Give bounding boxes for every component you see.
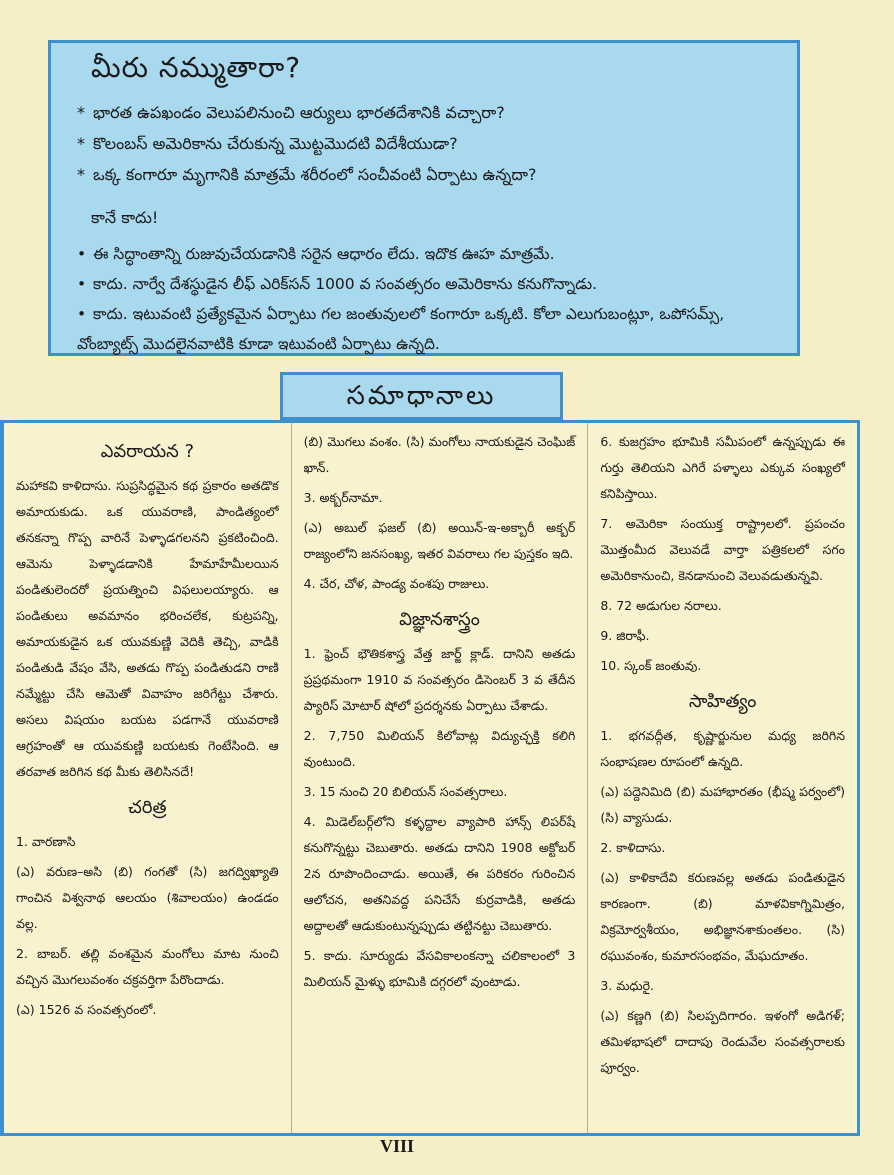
answer-paragraph: 4. మిడెల్‌బర్గ్‌లోని కళ్ళద్దాల వ్యాపారి హాన్స్ లిపర్‌షే కనుగొన్నట్టు చెబుతారు. అతడు దానిని 1908 అక్టోబర్ 2న రూపొందించాడు. అయితే, ఈ పరికరం గురించిన ఆలోచన, అతనివద్ద పనిచేసే కుర్రవాడికి, అతడు అద్దాలతో ఆడుకుంటున్నప్పుడు తట్టినట్టు చెబుతారు. xyxy=(303,814,576,933)
answer-paragraph: (బి) మొగలు వంశం. (సి) మంగోలు నాయకుడైన చెంఘిజ్ ఖాన్. xyxy=(303,434,576,475)
answer-paragraph: (ఎ) కాళికాదేవి కరుణవల్ల అతడు పండితుడైన కారణంగా. (బి) మాళవికాగ్నిమిత్రం, విక్రమోర్వశీయం, అభిజ్ఞానశాకుంతలం. (సి) రఘువంశం, కుమారసంభవం, మేఘదూతం. xyxy=(600,870,845,963)
bullet-icon: * xyxy=(77,165,85,184)
answer-paragraph: 2. కాళిదాసు. xyxy=(600,840,666,855)
subsection-heading: సాహిత్యం xyxy=(688,691,757,712)
answer-paragraph: 5. కాదు. సూర్యుడు వేసవికాలంకన్నా చలికాలంలో 3 మిలియన్ మైళ్ళు భూమికి దగ్గరలో వుంటాడు. xyxy=(303,948,576,989)
bullet-icon: • xyxy=(77,245,87,263)
subsection-heading: చరిత్ర xyxy=(128,797,167,818)
answer-text: ఈ సిద్ధాంతాన్ని రుజువుచేయడానికి సరైన ఆధారం లేదు. ఇదొక ఊహ మాత్రమే. xyxy=(93,245,555,263)
answer-paragraph: (ఎ) 1526 వ సంవత్సరంలో. xyxy=(16,1002,157,1017)
answer-paragraph: 3. 15 నుంచి 20 బిలియన్ సంవత్సరాలు. xyxy=(303,784,508,799)
answer-paragraph: 1. ఫ్రెంచ్ భౌతికశాస్త్ర వేత్త జార్జ్ క్లాడ్. దానిని అతడు ప్రప్రథమంగా 1910 వ సంవత్సరం డిసెంబర్ 3 వ తేదీన ప్యారిస్ మోటార్ షోలో ప్రదర్శనకు ఏర్పాటు చేశాడు. xyxy=(303,646,576,713)
section-title: సమాధానాలు xyxy=(280,372,563,420)
answer-paragraph: 2. 7,750 మిలియన్ కిలోవాట్ల విద్యుచ్ఛక్తి కలిగి వుంటుంది. xyxy=(303,728,576,769)
answer-paragraph: 3. అక్బర్‌నామా. xyxy=(303,490,383,505)
column-1 xyxy=(4,423,291,1133)
answer-item xyxy=(77,239,771,269)
column-3 xyxy=(587,423,857,1133)
question-item xyxy=(77,97,771,128)
quiz-title: మీరు నమ్ముతారా? xyxy=(91,51,302,84)
subsection-heading: విజ్ఞానశాస్త్రం xyxy=(399,609,480,630)
answer-paragraph: (ఎ) పద్దెనిమిది (బి) మహాభారతం (భీష్మ పర్వంలో) (సి) వ్యాసుడు. xyxy=(600,784,845,825)
answer-paragraph: 3. మధురై. xyxy=(600,978,654,993)
answers-section xyxy=(0,420,860,1136)
answers-heading: కానే కాదు! xyxy=(91,208,159,227)
bullet-icon: • xyxy=(77,305,87,323)
question-item xyxy=(77,159,771,190)
page-number: VIII xyxy=(380,1136,415,1156)
question-item xyxy=(77,128,771,159)
answer-paragraph: మహాకవి కాళిదాసు. సుప్రసిద్ధమైన కథ ప్రకారం అతడొక అమాయకుడు. ఒక యువరాణి, పాండిత్యంలో తనకన్నా గొప్ప వారినే పెళ్ళాడగలనని ప్రకటించింది. ఆమెను పెళ్ళాడడానికి హేమాహేమీలయిన పండితులెందరో ప్రయత్నించి విఫలులయ్యారు. ఆ పండితులు అవమానం భరించలేక, కుట్రపన్ని, అమాయకుడైన ఒక యువకుణ్ణి వెదికి తెచ్చి, వాడికి పండితుడి వేషం వేసి, అతడు గొప్ప పండితుడని రాణి నమ్మేట్టు చేసి ఆమెతో వివాహం జరిగేట్టు చేశారు. అసలు విషయం బయట పడగానే యువరాణి ఆగ్రహంతో ఆ యువకుణ్ణి బయటకు గెంటేసింది. ఆ తరవాత జరిగిన కథ మీకు తెలిసినదే! xyxy=(16,478,279,779)
question-text: కొలంబస్ అమెరికాను చేరుకున్న మొట్టమొదటి విదేశీయుడా? xyxy=(93,134,458,153)
answer-paragraph: 10. స్కంక్ జంతువు. xyxy=(600,658,702,673)
answer-paragraph: 4. చేర, చోళ, పాండ్య వంశపు రాజులు. xyxy=(303,576,490,591)
answer-paragraph: 1. భగవద్గీత, కృష్ణార్జునుల మధ్య జరిగిన సంభాషణల రూపంలో ఉన్నది. xyxy=(600,728,845,769)
bullet-icon: • xyxy=(77,275,87,293)
do-you-believe-box xyxy=(48,40,800,356)
answer-paragraph: (ఎ) కణ్ణగి (బి) సిలప్పదిగారం. ఇళంగో అడిగళ్; తమిళభాషలో దాదాపు రెండువేల సంవత్సరాలకు పూర్వం. xyxy=(600,1008,845,1075)
answer-item xyxy=(77,269,771,299)
question-text: భారత ఉపఖండం వెలుపలినుంచి ఆర్యులు భారతదేశానికి వచ్చారా? xyxy=(93,103,505,122)
answer-text: కాదు. ఇటువంటి ప్రత్యేకమైన ఏర్పాటు గల జంతువులలో కంగారూ ఒక్కటి. కోలా ఎలుగుబంట్లూ, ఒపోసమ్స్, వోంబ్యాట్స్ మొదలైనవాటికి కూడా ఇటువంటి ఏర్పాటు ఉన్నది. xyxy=(77,305,725,353)
answer-paragraph: (ఎ) వరుణ–అసి (బి) గంగతో (సి) జగద్విఖ్యాతి గాంచిన విశ్వనాథ ఆలయం (శివాలయం) ఉండడం వల్ల. xyxy=(16,864,279,931)
answer-paragraph: 1. వారణాసి xyxy=(16,834,76,849)
answer-paragraph: 8. 72 అడుగుల నరాలు. xyxy=(600,598,722,613)
column-2 xyxy=(291,423,588,1133)
question-text: ఒక్క కంగారూ మృగానికి మాత్రమే శరీరంలో సంచీవంటి ఏర్పాటు ఉన్నదా? xyxy=(93,165,537,184)
bullet-icon: * xyxy=(77,134,85,153)
answer-list xyxy=(77,239,771,359)
answer-paragraph: 7. అమెరికా సంయుక్త రాష్ట్రాలలో. ప్రపంచం మొత్తంమీద వెలువడే వార్తా పత్రికలలో సగం అమెరికానుంచి, కెనడానుంచి వెలువడుతున్నవి. xyxy=(600,516,845,583)
answer-item xyxy=(77,299,771,359)
answer-paragraph: 6. కుజగ్రహం భూమికి సమీపంలో ఉన్నప్పుడు ఈ గుర్తు తెలియని ఎగిరే పళ్ళాలు ఎక్కువ సంఖ్యలో కనిపిస్తాయి. xyxy=(600,434,845,501)
answer-text: కాదు. నార్వే దేశస్థుడైన లీఫ్ ఎరిక్‌సన్ 1000 వ సంవత్సరం అమెరికాను కనుగొన్నాడు. xyxy=(93,275,598,293)
question-list xyxy=(77,97,771,190)
subsection-heading: ఎవరాయన ? xyxy=(100,441,195,462)
answer-paragraph: 2. బాబర్. తల్లి వంశమైన మంగోలు మాట నుంచి వచ్చిన మొగలువంశం చక్రవర్తిగా పేరొందాడు. xyxy=(16,946,279,987)
answer-paragraph: (ఎ) అబుల్ ఫజల్ (బి) అయిన్-ఇ-అక్బారీ అక్బర్ రాజ్యంలోని జనసంఖ్య, ఇతర వివరాలు గల పుస్తకం ఇది. xyxy=(303,520,576,561)
answer-paragraph: 9. జిరాఫీ. xyxy=(600,628,650,643)
bullet-icon: * xyxy=(77,103,85,122)
